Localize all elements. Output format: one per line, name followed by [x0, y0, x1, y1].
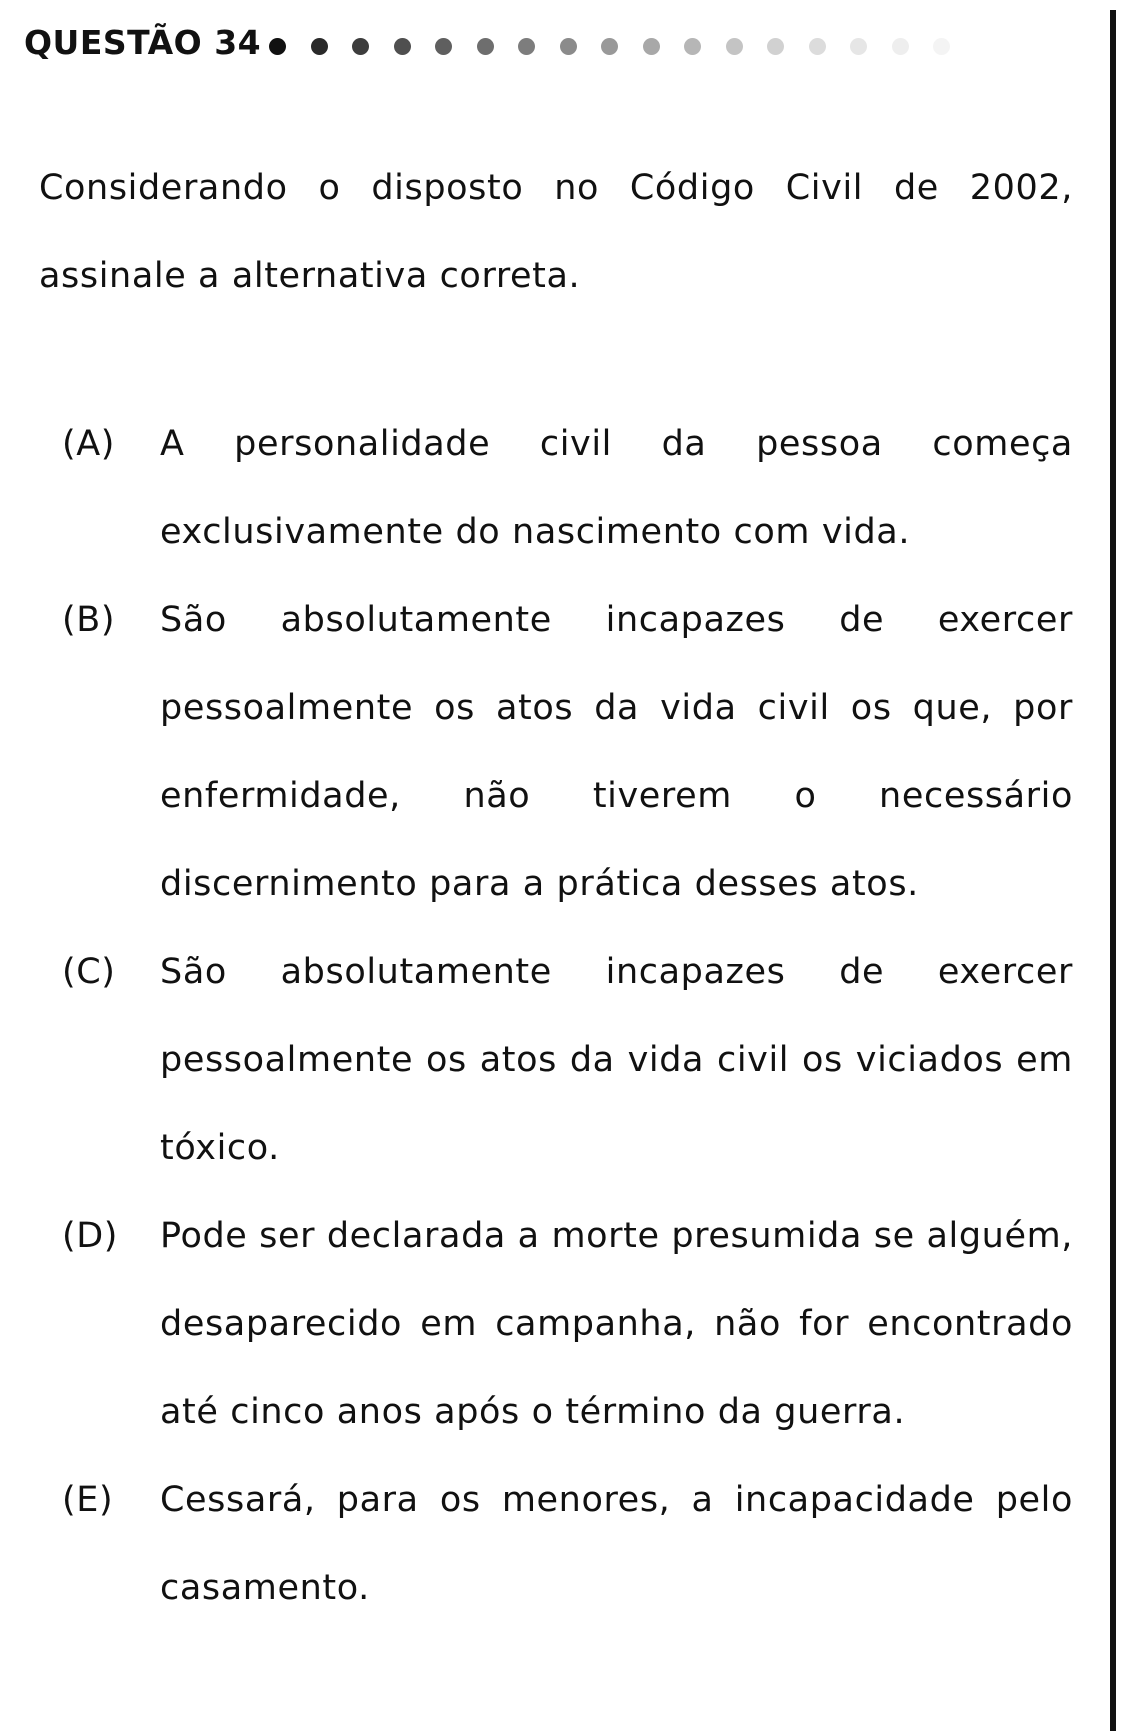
- progress-dot-icon: [394, 38, 411, 55]
- option-text: São absolutamente incapazes de exercer pessoalmente os atos da vida civil os viciados em tóxico.: [160, 952, 1073, 1168]
- answer-options: [62, 400, 1073, 1632]
- progress-dot-icon: [477, 38, 494, 55]
- progress-dot-icon: [643, 38, 660, 55]
- option-a[interactable]: [62, 400, 1073, 576]
- progress-dot-icon: [684, 38, 701, 55]
- progress-dot-icon: [560, 38, 577, 55]
- option-text: A personalidade civil da pessoa começa exclusivamente do nascimento com vida.: [160, 424, 1073, 552]
- question-prompt: Considerando o disposto no Código Civil de 2002, assinale a alternativa correta.: [39, 168, 1073, 296]
- page-border-line: [1110, 10, 1116, 1731]
- progress-dot-icon: [892, 38, 909, 55]
- progress-dot-icon: [933, 38, 950, 55]
- progress-dot-icon: [311, 38, 328, 55]
- option-e[interactable]: [62, 1456, 1073, 1632]
- option-text: Pode ser declarada a morte presumida se alguém, desaparecido em campanha, não for encontrado até cinco anos após o término da guerra.: [160, 1216, 1073, 1432]
- option-d[interactable]: [62, 1192, 1073, 1456]
- progress-dot-icon: [601, 38, 618, 55]
- option-letter: (D): [62, 1216, 119, 1256]
- progress-dot-icon: [352, 38, 369, 55]
- option-text: São absolutamente incapazes de exercer pessoalmente os atos da vida civil os que, por enfermidade, não tiverem o necessário discernimento para a prática desses atos.: [160, 600, 1073, 904]
- progress-dot-icon: [809, 38, 826, 55]
- question-header: [24, 12, 950, 72]
- option-letter: (A): [62, 424, 116, 464]
- option-c[interactable]: [62, 928, 1073, 1192]
- option-b[interactable]: [62, 576, 1073, 928]
- progress-dot-icon: [435, 38, 452, 55]
- progress-dot-icon: [850, 38, 867, 55]
- progress-dots: [269, 38, 950, 55]
- option-letter: (C): [62, 952, 116, 992]
- progress-dot-icon: [518, 38, 535, 55]
- progress-dot-icon: [269, 38, 286, 55]
- progress-dot-icon: [726, 38, 743, 55]
- progress-dot-icon: [767, 38, 784, 55]
- option-text: Cessará, para os menores, a incapacidade pelo casamento.: [160, 1480, 1073, 1608]
- question-title: QUESTÃO 34: [24, 22, 262, 62]
- option-letter: (E): [62, 1480, 114, 1520]
- option-letter: (B): [62, 600, 116, 640]
